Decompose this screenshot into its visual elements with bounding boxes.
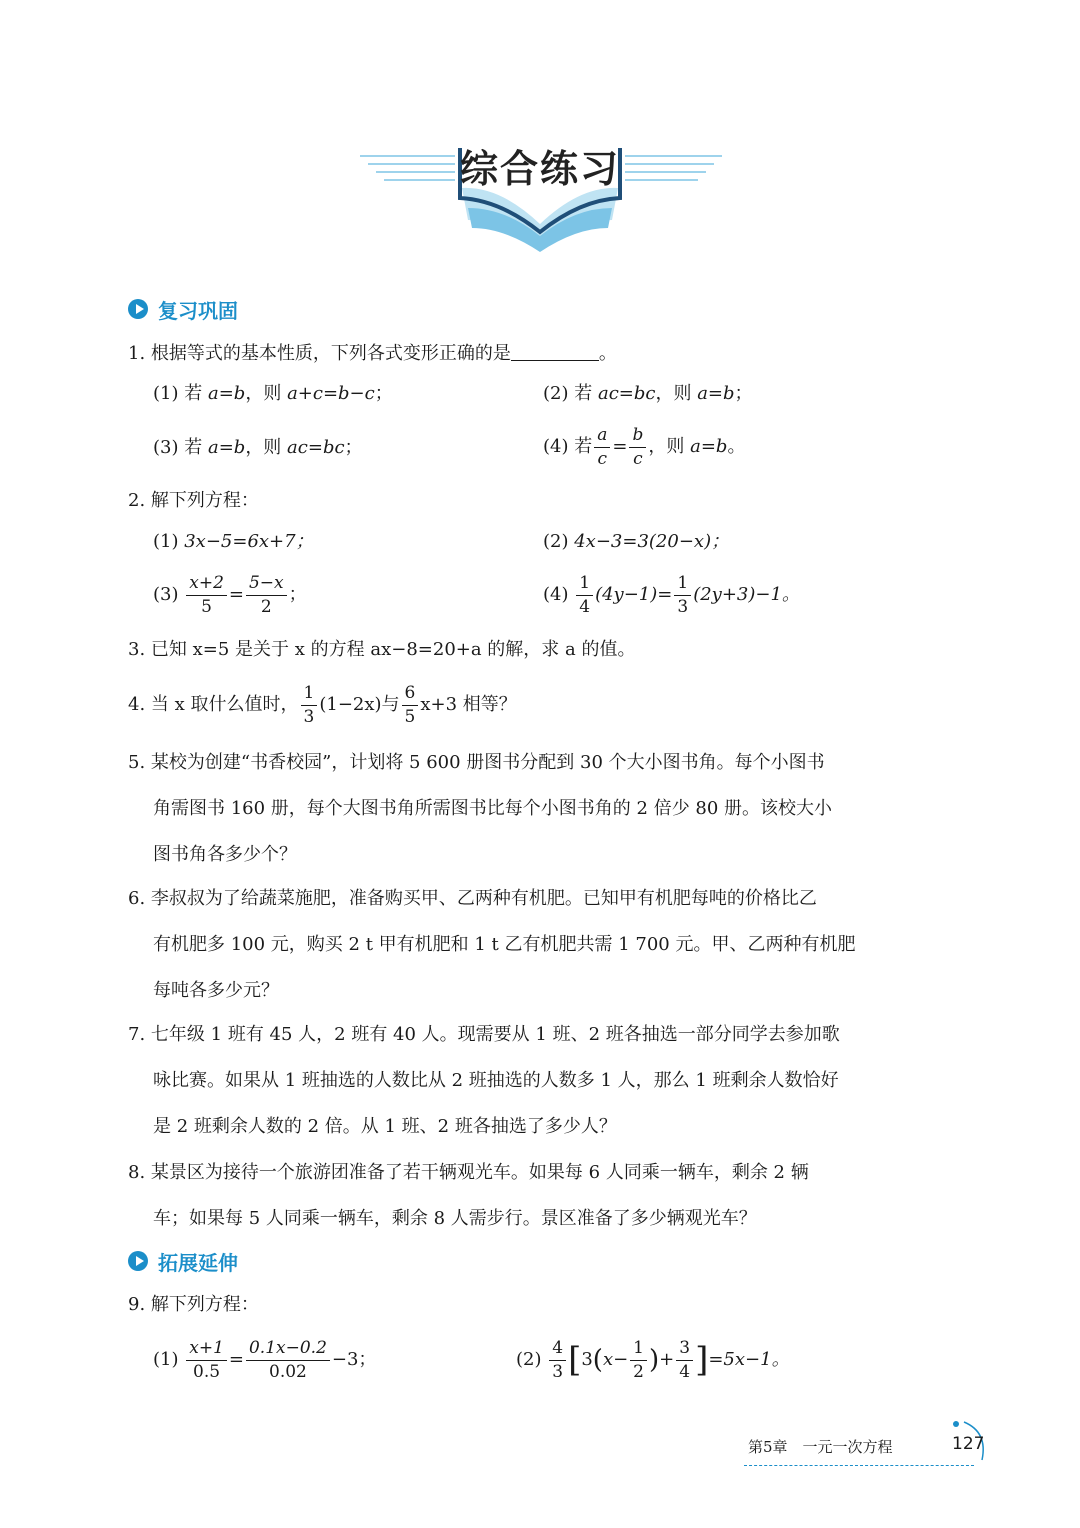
fraction: $\frac{6}{5}$ (402, 685, 419, 726)
fraction: $\frac{b}{c}$ (629, 427, 646, 468)
question-2-option-1: (1) 3x−5=6x+7； (153, 531, 314, 552)
question-7-line-2: 咏比赛。如果从 1 班抽选的人数比从 2 班抽选的人数多 1 人，那么 1 班剩余人数恰好 (153, 1070, 839, 1091)
answer-blank (511, 340, 599, 361)
fraction: $\frac{0.1x-0.2}{0.02}$ (246, 1340, 330, 1381)
question-8-line-1: 8. 某景区为接待一个旅游团准备了若干辆观光车。如果每 6 人同乘一辆车，剩余 2 辆 (128, 1162, 809, 1183)
question-6-line-2: 有机肥多 100 元，购买 2 t 甲有机肥和 1 t 乙有机肥共需 1 700 元。甲、乙两种有机肥 (153, 934, 856, 955)
question-2-option-3: (3) $\frac{x+2}{5}$ = $\frac{5-x}{2}$ ； (153, 572, 307, 617)
play-arrow-icon (128, 299, 148, 319)
question-1-stem: 1. 根据等式的基本性质，下列各式变形正确的是 。 (128, 340, 617, 367)
question-9-option-2: (2) $\frac{4}{3}$ [3(x− $\frac{1}{2}$ )+ $\frac{3}{4}$ ]=5x−1。 (516, 1337, 790, 1382)
section-extend-label: 拓展延伸 (158, 1250, 238, 1275)
question-1-option-3: (3) 若 a=b，则 ac=bc； (153, 437, 363, 458)
page-number: 127 (952, 1434, 985, 1454)
question-9-stem: 9. 解下列方程： (128, 1294, 259, 1315)
fraction: $\frac{x+1}{0.5}$ (186, 1340, 227, 1381)
question-7-line-3: 是 2 班剩余人数的 2 倍。从 1 班、2 班各抽选了多少人？ (153, 1116, 617, 1137)
question-6-line-3: 每吨各多少元？ (153, 980, 279, 1001)
fraction: $\frac{1}{3}$ (674, 575, 691, 616)
footer-chapter: 第5章 一元一次方程 (748, 1438, 893, 1456)
fraction: $\frac{a}{c}$ (594, 427, 610, 468)
section-extend-heading (128, 1248, 238, 1274)
question-1-option-4: (4) 若 $\frac{a}{c}$ = $\frac{b}{c}$ ，则 a=b。 (543, 424, 746, 469)
fraction: $\frac{1}{3}$ (301, 685, 318, 726)
question-7-line-1: 7. 七年级 1 班有 45 人，2 班有 40 人。现需要从 1 班、2 班各抽选一部分同学去参加歌 (128, 1024, 840, 1045)
question-2-option-4: (4) $\frac{1}{4}$ (4y−1)= $\frac{1}{3}$ (2y+3)−1。 (543, 572, 800, 617)
question-5-line-3: 图书角各多少个？ (153, 844, 297, 865)
question-5-line-1: 5. 某校为创建“书香校园”，计划将 5 600 册图书分配到 30 个大小图书角。每个小图书 (128, 752, 825, 773)
question-3: 3. 已知 x=5 是关于 x 的方程 ax−8=20+a 的解，求 a 的值。 (128, 639, 636, 660)
fraction: $\frac{5-x}{2}$ (246, 575, 287, 616)
question-6-line-1: 6. 李叔叔为了给蔬菜施肥，准备购买甲、乙两种有机肥。已知甲有机肥每吨的价格比乙 (128, 888, 817, 909)
fraction: $\frac{1}{2}$ (630, 1340, 647, 1381)
question-1-option-2: (2) 若 ac=bc，则 a=b； (543, 383, 753, 404)
fraction: $\frac{1}{4}$ (576, 575, 593, 616)
fraction: $\frac{x+2}{5}$ (186, 575, 227, 616)
play-arrow-icon (128, 1251, 148, 1271)
question-4: 4. 当 x 取什么值时， $\frac{1}{3}$ (1−2x)与 $\frac{6}{5}$ x+3 相等？ (128, 682, 517, 727)
question-9-option-1: (1) $\frac{x+1}{0.5}$ = $\frac{0.1x-0.2}{0.02}$ −3； (153, 1337, 377, 1382)
fraction: $\frac{3}{4}$ (676, 1340, 693, 1381)
question-1-option-1: (1) 若 a=b，则 a+c=b−c； (153, 383, 393, 404)
question-8-line-2: 车；如果每 5 人同乘一辆车，剩余 8 人需步行。景区准备了多少辆观光车？ (153, 1208, 757, 1229)
question-2-option-2: (2) 4x−3=3(20−x)； (543, 531, 730, 552)
footer-divider (744, 1465, 974, 1466)
section-review-label: 复习巩固 (158, 298, 238, 323)
title-banner (350, 128, 730, 260)
section-review-heading (128, 296, 238, 322)
question-2-stem: 2. 解下列方程： (128, 490, 259, 511)
fraction: $\frac{4}{3}$ (549, 1340, 566, 1381)
banner-title: 综合练习 (459, 146, 620, 191)
question-5-line-2: 角需图书 160 册，每个大图书角所需图书比每个小图书角的 2 倍少 80 册。该校大小 (153, 798, 833, 819)
